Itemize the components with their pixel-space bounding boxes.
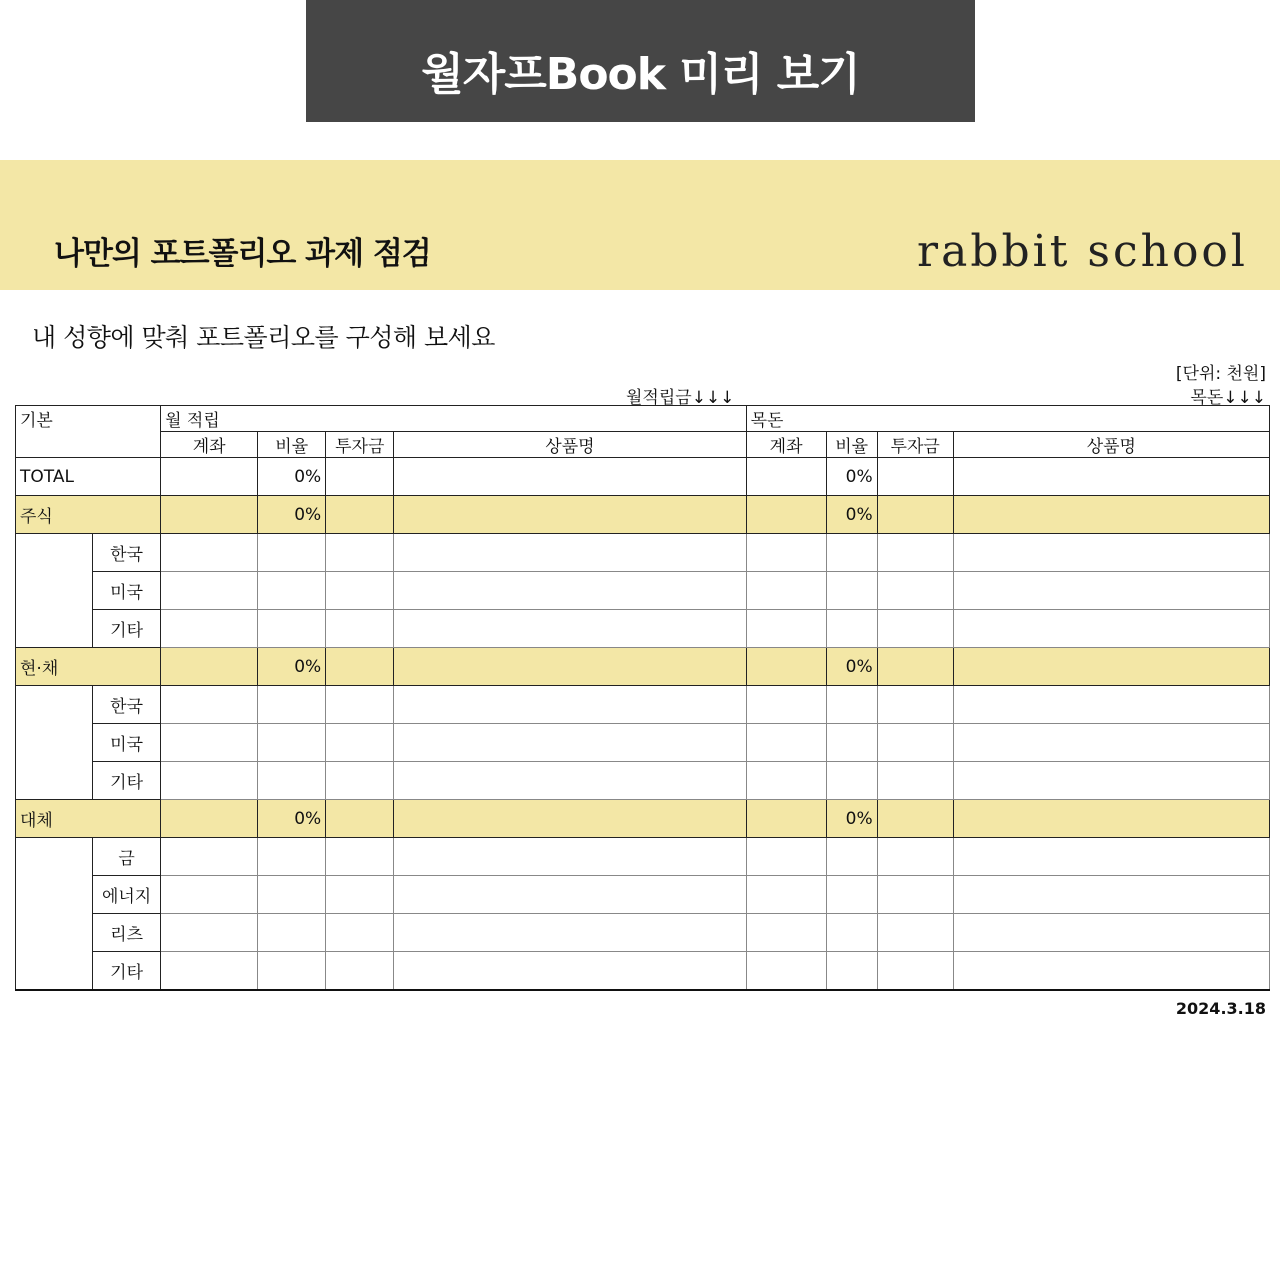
table-cell[interactable] [258, 876, 326, 914]
table-cell[interactable] [953, 838, 1269, 876]
table-cell[interactable] [877, 762, 953, 800]
table-cell[interactable] [326, 876, 394, 914]
table-cell[interactable] [161, 952, 258, 991]
table-row [16, 762, 1270, 800]
table-cell[interactable] [258, 838, 326, 876]
section-label: 대체 [16, 800, 161, 838]
table-cell[interactable] [394, 876, 746, 914]
table-cell[interactable] [877, 648, 953, 686]
table-cell[interactable] [258, 572, 326, 610]
table-cell[interactable] [877, 876, 953, 914]
total-label: TOTAL [16, 458, 161, 496]
table-cell[interactable] [826, 534, 877, 572]
item-label: 에너지 [93, 876, 161, 914]
section-row-cash-bonds [16, 648, 1270, 686]
table-cell[interactable] [394, 724, 746, 762]
table-cell[interactable] [161, 610, 258, 648]
ratio-cell: 0% [258, 496, 326, 534]
table-cell[interactable] [953, 952, 1269, 991]
section-spacer [16, 686, 93, 800]
section-label: 주식 [16, 496, 161, 534]
table-cell[interactable] [326, 952, 394, 991]
table-cell[interactable] [826, 914, 877, 952]
total-row [16, 458, 1270, 496]
table-cell[interactable] [877, 496, 953, 534]
table-cell[interactable] [326, 458, 394, 496]
item-label: 미국 [93, 572, 161, 610]
table-cell[interactable] [258, 952, 326, 991]
table-cell[interactable] [877, 458, 953, 496]
table-cell[interactable] [258, 914, 326, 952]
table-cell[interactable] [953, 572, 1269, 610]
table-cell[interactable] [877, 724, 953, 762]
item-label: 금 [93, 838, 161, 876]
header-row-group [16, 406, 1270, 432]
table-cell[interactable] [394, 952, 746, 991]
table-cell[interactable] [746, 838, 826, 876]
portfolio-table [15, 405, 1270, 991]
table-cell[interactable] [746, 762, 826, 800]
table-cell[interactable] [258, 534, 326, 572]
table-cell[interactable] [258, 686, 326, 724]
table-cell[interactable] [161, 876, 258, 914]
table-cell[interactable] [326, 648, 394, 686]
table-cell[interactable] [826, 610, 877, 648]
table-row [16, 914, 1270, 952]
ratio-cell: 0% [826, 648, 877, 686]
table-cell[interactable] [826, 838, 877, 876]
page-title: 나만의 포트폴리오 과제 점검 [54, 236, 431, 272]
table-cell[interactable] [877, 952, 953, 991]
table-cell[interactable] [161, 800, 258, 838]
table-cell[interactable] [953, 648, 1269, 686]
table-cell[interactable] [258, 610, 326, 648]
table-cell[interactable] [326, 534, 394, 572]
table-cell[interactable] [746, 876, 826, 914]
table-cell[interactable] [394, 914, 746, 952]
table-row [16, 610, 1270, 648]
preview-banner [306, 0, 975, 122]
table-cell[interactable] [826, 952, 877, 991]
col-amount: 투자금 [326, 432, 394, 458]
table-cell[interactable] [746, 952, 826, 991]
table-cell[interactable] [394, 458, 746, 496]
table-cell[interactable] [258, 724, 326, 762]
header-row-columns [16, 432, 1270, 458]
instruction-text: 내 성향에 맞춰 포트폴리오를 구성해 보세요 [32, 323, 495, 352]
table-cell[interactable] [826, 572, 877, 610]
table-cell[interactable] [394, 610, 746, 648]
table-cell[interactable] [326, 610, 394, 648]
table-cell[interactable] [826, 724, 877, 762]
table-row [16, 876, 1270, 914]
table-cell[interactable] [953, 762, 1269, 800]
lump-note: 목돈↓↓↓ [1190, 388, 1266, 408]
table-cell[interactable] [394, 800, 746, 838]
table-cell[interactable] [746, 610, 826, 648]
section-spacer [16, 838, 93, 991]
col-basic-header: 기본 [16, 406, 161, 458]
monthly-note: 월적립금↓↓↓ [626, 388, 735, 408]
table-cell[interactable] [161, 686, 258, 724]
item-label: 기타 [93, 952, 161, 991]
table-cell[interactable] [877, 800, 953, 838]
table-cell[interactable] [953, 610, 1269, 648]
table-cell[interactable] [953, 458, 1269, 496]
table-cell[interactable] [826, 686, 877, 724]
table-cell[interactable] [161, 572, 258, 610]
table-cell[interactable] [326, 724, 394, 762]
table-cell[interactable] [953, 496, 1269, 534]
table-cell[interactable] [877, 572, 953, 610]
table-row [16, 838, 1270, 876]
table-cell[interactable] [161, 496, 258, 534]
section-spacer [16, 534, 93, 648]
ratio-cell: 0% [826, 458, 877, 496]
group-lump-header: 목돈 [746, 406, 1269, 432]
table-cell[interactable] [953, 800, 1269, 838]
table-cell[interactable] [746, 572, 826, 610]
table-cell[interactable] [394, 686, 746, 724]
item-label: 미국 [93, 724, 161, 762]
table-cell[interactable] [826, 762, 877, 800]
table-cell[interactable] [161, 914, 258, 952]
date-label: 2024.3.18 [1175, 999, 1266, 1018]
table-cell[interactable] [161, 838, 258, 876]
table-cell[interactable] [394, 534, 746, 572]
col-account: 계좌 [746, 432, 826, 458]
table-cell[interactable] [746, 458, 826, 496]
table-cell[interactable] [953, 876, 1269, 914]
table-cell[interactable] [326, 762, 394, 800]
ratio-cell: 0% [826, 496, 877, 534]
table-cell[interactable] [746, 686, 826, 724]
table-row [16, 572, 1270, 610]
col-amount: 투자금 [877, 432, 953, 458]
table-cell[interactable] [161, 724, 258, 762]
table-cell[interactable] [394, 648, 746, 686]
table-cell[interactable] [953, 724, 1269, 762]
table-cell[interactable] [326, 838, 394, 876]
table-cell[interactable] [746, 496, 826, 534]
col-ratio: 비율 [826, 432, 877, 458]
unit-label: [단위: 천원] [1175, 364, 1266, 384]
table-cell[interactable] [161, 534, 258, 572]
table-cell[interactable] [326, 496, 394, 534]
table-cell[interactable] [161, 458, 258, 496]
table-cell[interactable] [394, 762, 746, 800]
ratio-cell: 0% [826, 800, 877, 838]
item-label: 한국 [93, 686, 161, 724]
item-label: 한국 [93, 534, 161, 572]
table-cell[interactable] [877, 686, 953, 724]
brand-logo: rabbit school [917, 226, 1248, 277]
table-cell[interactable] [394, 572, 746, 610]
table-cell[interactable] [953, 534, 1269, 572]
table-cell[interactable] [877, 838, 953, 876]
table-cell[interactable] [394, 838, 746, 876]
table-cell[interactable] [953, 686, 1269, 724]
table-cell[interactable] [877, 534, 953, 572]
table-cell[interactable] [746, 914, 826, 952]
section-label: 현·채 [16, 648, 161, 686]
col-product: 상품명 [394, 432, 746, 458]
table-cell[interactable] [746, 724, 826, 762]
col-account: 계좌 [161, 432, 258, 458]
ratio-cell: 0% [258, 800, 326, 838]
ratio-cell: 0% [258, 648, 326, 686]
table-cell[interactable] [877, 914, 953, 952]
table-cell[interactable] [161, 648, 258, 686]
table-cell[interactable] [877, 610, 953, 648]
item-label: 기타 [93, 762, 161, 800]
table-cell[interactable] [258, 762, 326, 800]
section-row-alternatives [16, 800, 1270, 838]
item-label: 기타 [93, 610, 161, 648]
table-row [16, 534, 1270, 572]
preview-banner-title: 월자프Book 미리 보기 [421, 49, 860, 100]
col-product: 상품명 [953, 432, 1269, 458]
table-cell[interactable] [326, 914, 394, 952]
table-cell[interactable] [746, 800, 826, 838]
ratio-cell: 0% [258, 458, 326, 496]
table-cell[interactable] [953, 914, 1269, 952]
table-row [16, 952, 1270, 991]
table-cell[interactable] [746, 648, 826, 686]
section-row-stocks [16, 496, 1270, 534]
table-cell[interactable] [161, 762, 258, 800]
table-cell[interactable] [326, 686, 394, 724]
table-cell[interactable] [326, 572, 394, 610]
table-row [16, 686, 1270, 724]
table-cell[interactable] [826, 876, 877, 914]
table-row [16, 724, 1270, 762]
col-ratio: 비율 [258, 432, 326, 458]
group-monthly-header: 월 적립 [161, 406, 746, 432]
table-cell[interactable] [394, 496, 746, 534]
table-cell[interactable] [326, 800, 394, 838]
item-label: 리츠 [93, 914, 161, 952]
table-cell[interactable] [746, 534, 826, 572]
